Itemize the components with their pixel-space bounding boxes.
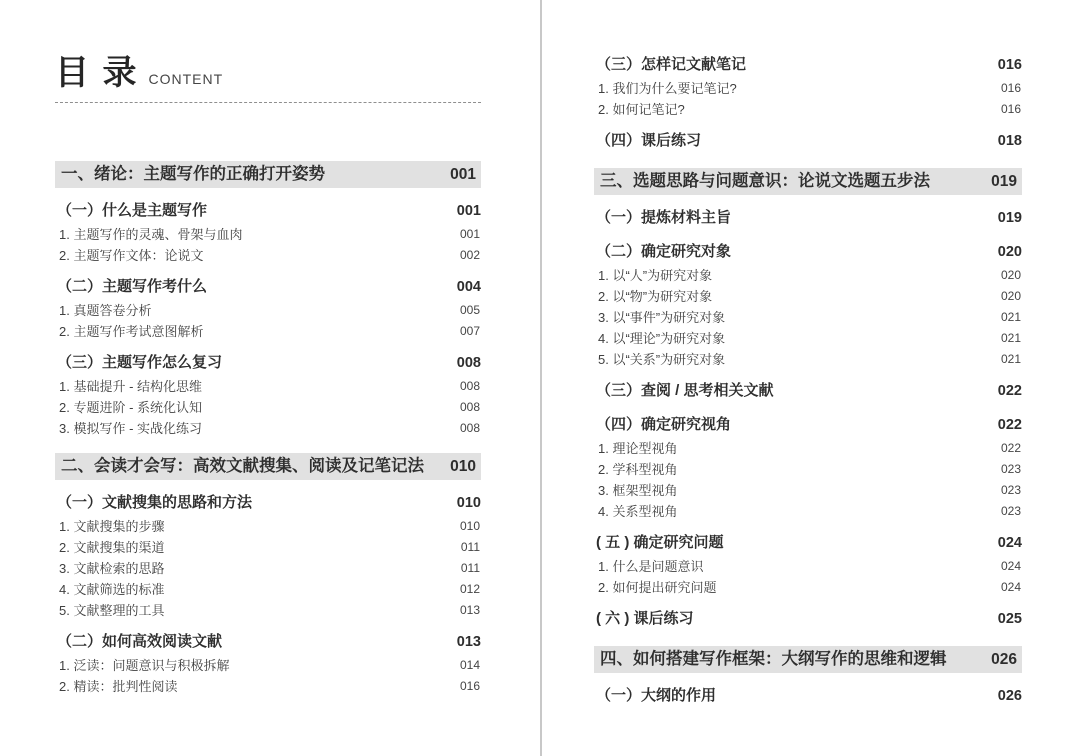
toc-entry [55, 350, 481, 376]
toc-entry [594, 205, 1022, 231]
toc-entry [55, 676, 481, 697]
toc-entry-label: 4. 文献筛选的标准 [59, 582, 165, 597]
toc-entry-label: 1. 真题答卷分析 [59, 303, 152, 318]
toc-entry-label: 2. 以“物”为研究对象 [598, 289, 713, 304]
toc-entry-label: 三、选题思路与问题意识：论说文选题五步法 [600, 172, 930, 190]
toc-entry-page-number: 007 [459, 324, 480, 338]
toc-entry-label: （三）主题写作怎么复习 [57, 354, 223, 371]
toc-entry-page-number: 001 [459, 227, 480, 241]
toc-entry-label: 1. 理论型视角 [598, 441, 678, 456]
toc-entry-page-number: 001 [456, 203, 481, 219]
toc-entry-label: 3. 文献检索的思路 [59, 561, 165, 576]
toc-entry-label: 2. 主题写作文体：论说文 [59, 248, 204, 263]
toc-entry [594, 78, 1022, 99]
toc-entry [594, 328, 1022, 349]
toc-entry-page-number: 008 [459, 379, 480, 393]
toc-entry [594, 459, 1022, 480]
toc-entry [55, 490, 481, 516]
toc-entry [594, 239, 1022, 265]
toc-entry [594, 606, 1022, 632]
toc-entry-page-number: 019 [997, 210, 1022, 226]
toc-entry-page-number: 011 [460, 540, 480, 554]
toc-entry-label: 4. 关系型视角 [598, 504, 678, 519]
toc-entry-label: 3. 模拟写作 - 实战化练习 [59, 421, 203, 436]
toc-entry-page-number: 023 [1000, 462, 1021, 476]
toc-entry-page-number: 020 [1000, 268, 1021, 282]
toc-entry-label: 1. 基础提升 - 结构化思维 [59, 379, 203, 394]
toc-entry [594, 307, 1022, 328]
toc-entry-page-number: 019 [991, 173, 1017, 190]
toc-entry-page-number: 023 [1000, 504, 1021, 518]
toc-entry-label: 2. 如何记笔记? [598, 102, 685, 117]
toc-entry-label: （四）确定研究视角 [596, 416, 732, 433]
toc-entry-page-number: 008 [459, 400, 480, 414]
toc-entry [55, 655, 481, 676]
toc-entry [55, 274, 481, 300]
toc-entry-page-number: 021 [1000, 310, 1021, 324]
toc-entry [594, 286, 1022, 307]
toc-entry [594, 438, 1022, 459]
toc-entry-page-number: 012 [459, 582, 480, 596]
toc-entry-page-number: 020 [1000, 289, 1021, 303]
toc-entry-label: （四）课后练习 [596, 132, 702, 149]
toc-entry-label: 5. 以“关系”为研究对象 [598, 352, 726, 367]
toc-entry-label: 5. 文献整理的工具 [59, 603, 165, 618]
toc-right-column [594, 0, 1022, 709]
toc-entry-label: 2. 如何提出研究问题 [598, 580, 717, 595]
toc-entry-label: （一）大纲的作用 [596, 687, 717, 704]
toc-entry [594, 349, 1022, 370]
toc-entry-page-number: 021 [1000, 331, 1021, 345]
toc-entry [55, 600, 481, 621]
toc-entry-label: 一、绪论：主题写作的正确打开姿势 [61, 165, 325, 183]
toc-entry-page-number: 025 [997, 611, 1022, 627]
toc-entry [594, 99, 1022, 120]
toc-entry-page-number: 024 [997, 535, 1022, 551]
toc-entry-page-number: 026 [991, 651, 1017, 668]
toc-entry [594, 412, 1022, 438]
toc-entry-label: 1. 以“人”为研究对象 [598, 268, 713, 283]
toc-entry [55, 558, 481, 579]
toc-entry-page-number: 016 [997, 57, 1022, 73]
toc-entry-label: 4. 以“理论”为研究对象 [598, 331, 726, 346]
toc-entry-page-number: 021 [1000, 352, 1021, 366]
toc-entry [594, 378, 1022, 404]
toc-entry-label: （二）主题写作考什么 [57, 278, 208, 295]
toc-entry-page-number: 004 [456, 279, 481, 295]
toc-entry-page-number: 013 [459, 603, 480, 617]
toc-entry-page-number: 016 [459, 679, 480, 693]
toc-entry-label: （一）提炼材料主旨 [596, 209, 732, 226]
toc-entry-page-number: 020 [997, 244, 1022, 260]
toc-title-line [55, 56, 481, 103]
toc-entry [594, 530, 1022, 556]
toc-entry-label: （三）怎样记文献笔记 [596, 56, 747, 73]
toc-chapter-bar [55, 453, 481, 480]
toc-entry-label: 四、如何搭建写作框架：大纲写作的思维和逻辑 [600, 650, 947, 668]
toc-entry-page-number: 023 [1000, 483, 1021, 497]
toc-entry-label: （一）什么是主题写作 [57, 202, 208, 219]
toc-entry-page-number: 024 [1000, 559, 1021, 573]
toc-entry-page-number: 008 [459, 421, 480, 435]
toc-entry-label: ( 六 ) 课后练习 [596, 610, 694, 627]
toc-entry-page-number: 011 [460, 561, 480, 575]
toc-entry [55, 579, 481, 600]
toc-entry-page-number: 018 [997, 133, 1022, 149]
toc-entry-label: ( 五 ) 确定研究问题 [596, 534, 724, 551]
page-title: 目 录 [55, 54, 139, 92]
toc-entry-label: 1. 文献搜集的步骤 [59, 519, 165, 534]
toc-entry [55, 629, 481, 655]
toc-entry [594, 577, 1022, 598]
toc-entry-page-number: 022 [1000, 441, 1021, 455]
toc-entry-label: （一）文献搜集的思路和方法 [57, 494, 253, 511]
toc-entry-label: 1. 我们为什么要记笔记? [598, 81, 737, 96]
toc-entry-page-number: 026 [997, 688, 1022, 704]
page-spread-divider [540, 0, 542, 756]
toc-entries-right [594, 52, 1022, 709]
toc-entry-page-number: 010 [456, 495, 481, 511]
toc-entry [55, 321, 481, 342]
toc-entry-label: 1. 主题写作的灵魂、骨架与血肉 [59, 227, 243, 242]
toc-entry [594, 683, 1022, 709]
toc-entry [55, 300, 481, 321]
toc-entry [594, 501, 1022, 522]
toc-entry-label: 2. 精读：批判性阅读 [59, 679, 178, 694]
toc-entry-page-number: 002 [459, 248, 480, 262]
toc-entry-label: 2. 文献搜集的渠道 [59, 540, 165, 555]
toc-entry [55, 245, 481, 266]
toc-entry-page-number: 005 [459, 303, 480, 317]
toc-entry-label: 3. 框架型视角 [598, 483, 678, 498]
toc-entry-label: 2. 主题写作考试意图解析 [59, 324, 204, 339]
toc-entry-label: 二、会读才会写：高效文献搜集、阅读及记笔记法 [61, 457, 424, 475]
toc-entry [55, 224, 481, 245]
toc-header [55, 0, 481, 103]
toc-entries-left [55, 161, 481, 697]
toc-entry [594, 265, 1022, 286]
toc-entry-label: （二）如何高效阅读文献 [57, 633, 223, 650]
toc-entry-label: 1. 什么是问题意识 [598, 559, 704, 574]
toc-entry-page-number: 014 [459, 658, 480, 672]
toc-chapter-bar [594, 168, 1022, 195]
toc-entry [55, 418, 481, 439]
toc-entry [594, 480, 1022, 501]
toc-entry [594, 556, 1022, 577]
toc-chapter-bar [55, 161, 481, 188]
toc-entry-page-number: 008 [456, 355, 481, 371]
toc-entry-label: 3. 以“事件”为研究对象 [598, 310, 726, 325]
toc-entry-page-number: 016 [1000, 102, 1021, 116]
toc-entry-page-number: 013 [456, 634, 481, 650]
toc-entry-page-number: 016 [1000, 81, 1021, 95]
toc-entry-label: 2. 专题进阶 - 系统化认知 [59, 400, 203, 415]
page-title-en: CONTENT [148, 71, 224, 87]
toc-entry-page-number: 022 [997, 417, 1022, 433]
toc-entry [55, 397, 481, 418]
toc-entry-page-number: 022 [997, 383, 1022, 399]
toc-chapter-bar [594, 646, 1022, 673]
toc-entry [55, 198, 481, 224]
toc-left-column [55, 0, 481, 697]
toc-entry-label: 1. 泛读：问题意识与积极拆解 [59, 658, 230, 673]
toc-entry [594, 52, 1022, 78]
toc-entry-label: （二）确定研究对象 [596, 243, 732, 260]
toc-entry-page-number: 010 [450, 458, 476, 475]
toc-entry [594, 128, 1022, 154]
toc-entry-page-number: 001 [450, 166, 476, 183]
toc-entry-label: 2. 学科型视角 [598, 462, 678, 477]
toc-entry-label: （三）查阅 / 思考相关文献 [596, 382, 774, 399]
toc-entry-page-number: 024 [1000, 580, 1021, 594]
toc-entry [55, 376, 481, 397]
toc-entry [55, 516, 481, 537]
toc-entry [55, 537, 481, 558]
toc-entry-page-number: 010 [459, 519, 480, 533]
